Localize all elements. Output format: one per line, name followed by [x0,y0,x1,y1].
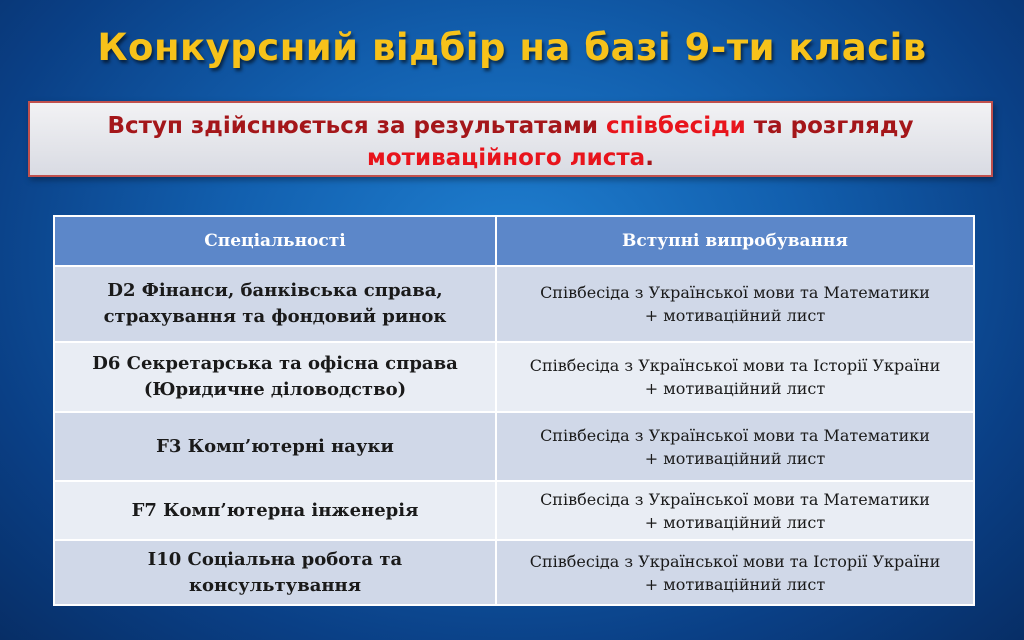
exam-line: Співбесіда з Української мови та Математики [540,489,930,509]
specialty-line: страхування та фондовий ринок [103,306,447,327]
exam-cell [496,342,974,412]
specialty-line: F3 Комп’ютерні науки [156,435,394,457]
exam-line: + мотиваційний лист [644,379,826,398]
admission-notice-box [28,101,993,177]
exam-cell [496,412,974,481]
notice-text-part1: Вступ здійснюється за результатами [107,113,606,139]
specialty-cell [54,540,496,605]
notice-text-part3: . [645,145,654,171]
header-specialties: Спеціальності [54,216,496,266]
table-row [54,481,974,540]
exam-line: + мотиваційний лист [644,448,826,468]
notice-highlight-letter: мотиваційного листа [367,145,646,171]
notice-highlight-interview: співбесіди [605,113,746,139]
specialty-line: (Юридичне діловодство) [143,379,407,400]
exam-line: + мотиваційний лист [644,512,826,532]
exam-cell [496,540,974,605]
exam-line: Співбесіда з Української мови та Історії України [529,551,941,571]
exam-line: + мотиваційний лист [644,306,826,325]
notice-text-part2: та розгляду [745,113,914,139]
exam-cell [496,266,974,342]
exam-line: Співбесіда з Української мови та Математики [540,283,930,302]
table-row [54,540,974,605]
exam-line: + мотиваційний лист [644,574,826,594]
specialty-line: І10 Соціальна робота та [147,548,403,570]
exam-line: Співбесіда з Української мови та Математики [540,425,930,445]
specialty-line: консультування [188,574,362,596]
specialty-line: F7 Комп’ютерна інженерія [131,499,419,521]
specialty-cell [54,481,496,540]
specialty-line: D2 Фінанси, банківська справа, [107,280,443,301]
specialty-cell [54,412,496,481]
specialty-cell [54,342,496,412]
exam-cell [496,481,974,540]
table-header-row [54,216,974,266]
exam-line: Співбесіда з Української мови та Історії України [529,356,941,375]
header-entrance-exams: Вступні випробування [496,216,974,266]
slide-title: Конкурсний відбір на базі 9-ти класів [97,26,927,69]
admissions-table [53,215,975,606]
specialty-cell [54,266,496,342]
table-row [54,412,974,481]
table-row [54,266,974,342]
specialty-line: D6 Секретарська та офісна справа [92,353,458,374]
table-row [54,342,974,412]
